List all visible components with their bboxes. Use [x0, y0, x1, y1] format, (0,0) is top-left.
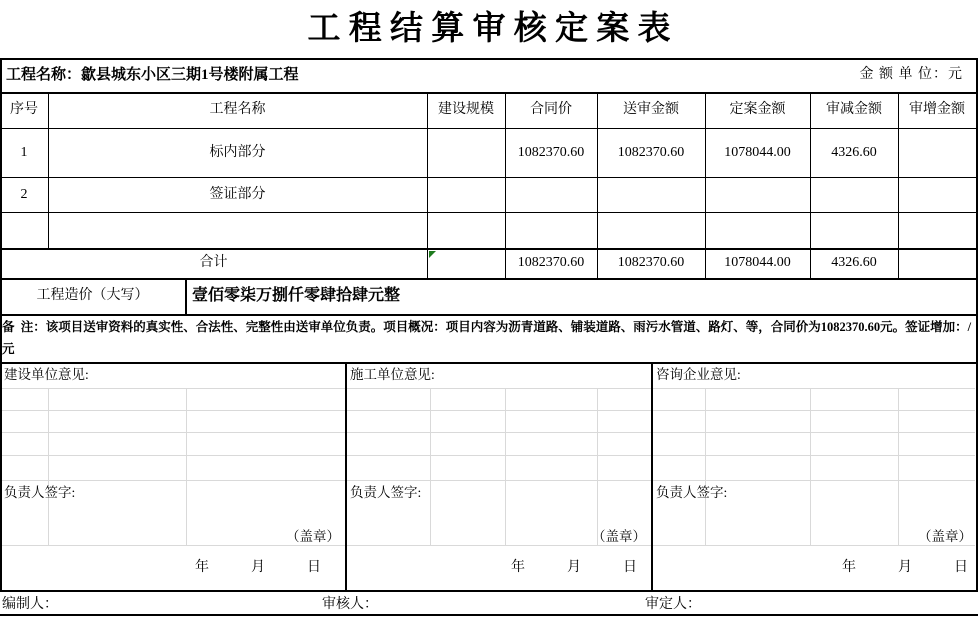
cell-total-final-amount[interactable]: 1078044.00 [724, 255, 791, 270]
section2-opinion-area[interactable] [347, 388, 651, 480]
border-line [0, 614, 978, 616]
cell-row1-increased-amount[interactable] [898, 128, 976, 177]
cell-total-scale[interactable] [427, 248, 505, 278]
section1-opinion-label: 建设单位意见: [4, 367, 89, 382]
col-header-scale: 建设规模 [438, 102, 494, 117]
cell-row2-final-amount[interactable] [705, 177, 810, 212]
cell-row3-contract-price[interactable] [505, 212, 597, 248]
approver-field[interactable] [705, 592, 945, 614]
cell-row1-reduced-amount[interactable]: 4326.60 [831, 145, 877, 160]
col-header-increased-amount: 审增金额 [909, 102, 965, 117]
border-line [185, 278, 187, 314]
section3-seal-label: （盖章） [918, 529, 972, 544]
cell-row2-reduced-amount[interactable] [810, 177, 898, 212]
section2-opinion-label: 施工单位意见: [350, 367, 435, 382]
col-header-final-amount: 定案金额 [729, 102, 786, 117]
cell-total-reduced-amount[interactable]: 4326.60 [831, 255, 877, 270]
cell-row3-final-amount[interactable] [705, 212, 810, 248]
col-header-submitted-amount: 送审金额 [623, 102, 679, 117]
amount-words-value[interactable]: 壹佰零柒万捌仟零肆拾肆元整 [192, 287, 401, 304]
cell-row1-project[interactable]: 标内部分 [209, 145, 266, 160]
approver-label: 审定人： [645, 597, 701, 612]
cell-row3-reduced-amount[interactable] [810, 212, 898, 248]
col-header-reduced-amount: 审减金额 [826, 102, 882, 117]
cell-row1-contract-price[interactable]: 1082370.60 [517, 145, 585, 160]
col-header-project: 工程名称 [209, 102, 266, 117]
section1-seal-label: （盖章） [286, 529, 340, 544]
cell-row2-project[interactable]: 签证部分 [209, 187, 266, 202]
col-header-seq: 序号 [10, 102, 38, 117]
page-title: 工 程 结 算 审 核 定 案 表 [307, 11, 671, 47]
section3-sign-label: 负责人签字: [656, 485, 728, 500]
section3-opinion-area[interactable] [653, 388, 976, 480]
reviewer-field[interactable] [382, 592, 622, 614]
amount-words-label: 工程造价（大写） [36, 288, 149, 303]
cell-row3-submitted-amount[interactable] [597, 212, 705, 248]
cell-row1-final-amount[interactable]: 1078044.00 [724, 145, 791, 160]
amount-unit: 金 额 单 位：元 [859, 67, 963, 82]
cell-row2-seq[interactable]: 2 [20, 187, 28, 202]
cell-row1-seq[interactable]: 1 [20, 145, 28, 160]
note-text: 备 注：该项目送审资料的真实性、合法性、完整性由送审单位负责。项目概况：项目内容为沥青道路、铺装道路、雨污水管道、路灯、等，合同价为1082370.60元。签证增加：/元 [2, 320, 972, 356]
section1-date-cell[interactable]: 年 月 日 [195, 560, 321, 575]
section2-sign-label: 负责人签字: [350, 485, 422, 500]
section2-date-cell[interactable]: 年 月 日 [511, 560, 637, 575]
cell-row2-contract-price[interactable] [505, 177, 597, 212]
cell-row3-seq[interactable] [0, 212, 48, 248]
cell-row2-increased-amount[interactable] [898, 177, 976, 212]
section3-opinion-label: 咨询企业意见: [656, 367, 741, 382]
section1-sign-label: 负责人签字: [4, 485, 76, 500]
section3-date-cell[interactable]: 年 月 日 [842, 560, 968, 575]
project-name: 工程名称：歙县城东小区三期1号楼附属工程 [6, 67, 299, 83]
preparer-label: 编制人： [2, 597, 58, 612]
col-header-contract-price: 合同价 [530, 102, 572, 117]
cell-row1-scale[interactable] [427, 128, 505, 177]
cell-total-increased-amount[interactable] [898, 248, 976, 278]
cell-total-contract-price[interactable]: 1082370.60 [517, 255, 585, 270]
cell-row3-project[interactable] [48, 212, 427, 248]
preparer-field[interactable] [62, 592, 302, 614]
cell-row2-submitted-amount[interactable] [597, 177, 705, 212]
cell-total-submitted-amount[interactable]: 1082370.60 [617, 255, 685, 270]
cell-total-label: 合计 [199, 255, 228, 270]
cell-row1-submitted-amount[interactable]: 1082370.60 [617, 145, 685, 160]
cell-row2-scale[interactable] [427, 177, 505, 212]
section1-opinion-area[interactable] [2, 388, 345, 480]
reviewer-label: 审核人： [322, 597, 378, 612]
section2-seal-label: （盖章） [592, 529, 646, 544]
